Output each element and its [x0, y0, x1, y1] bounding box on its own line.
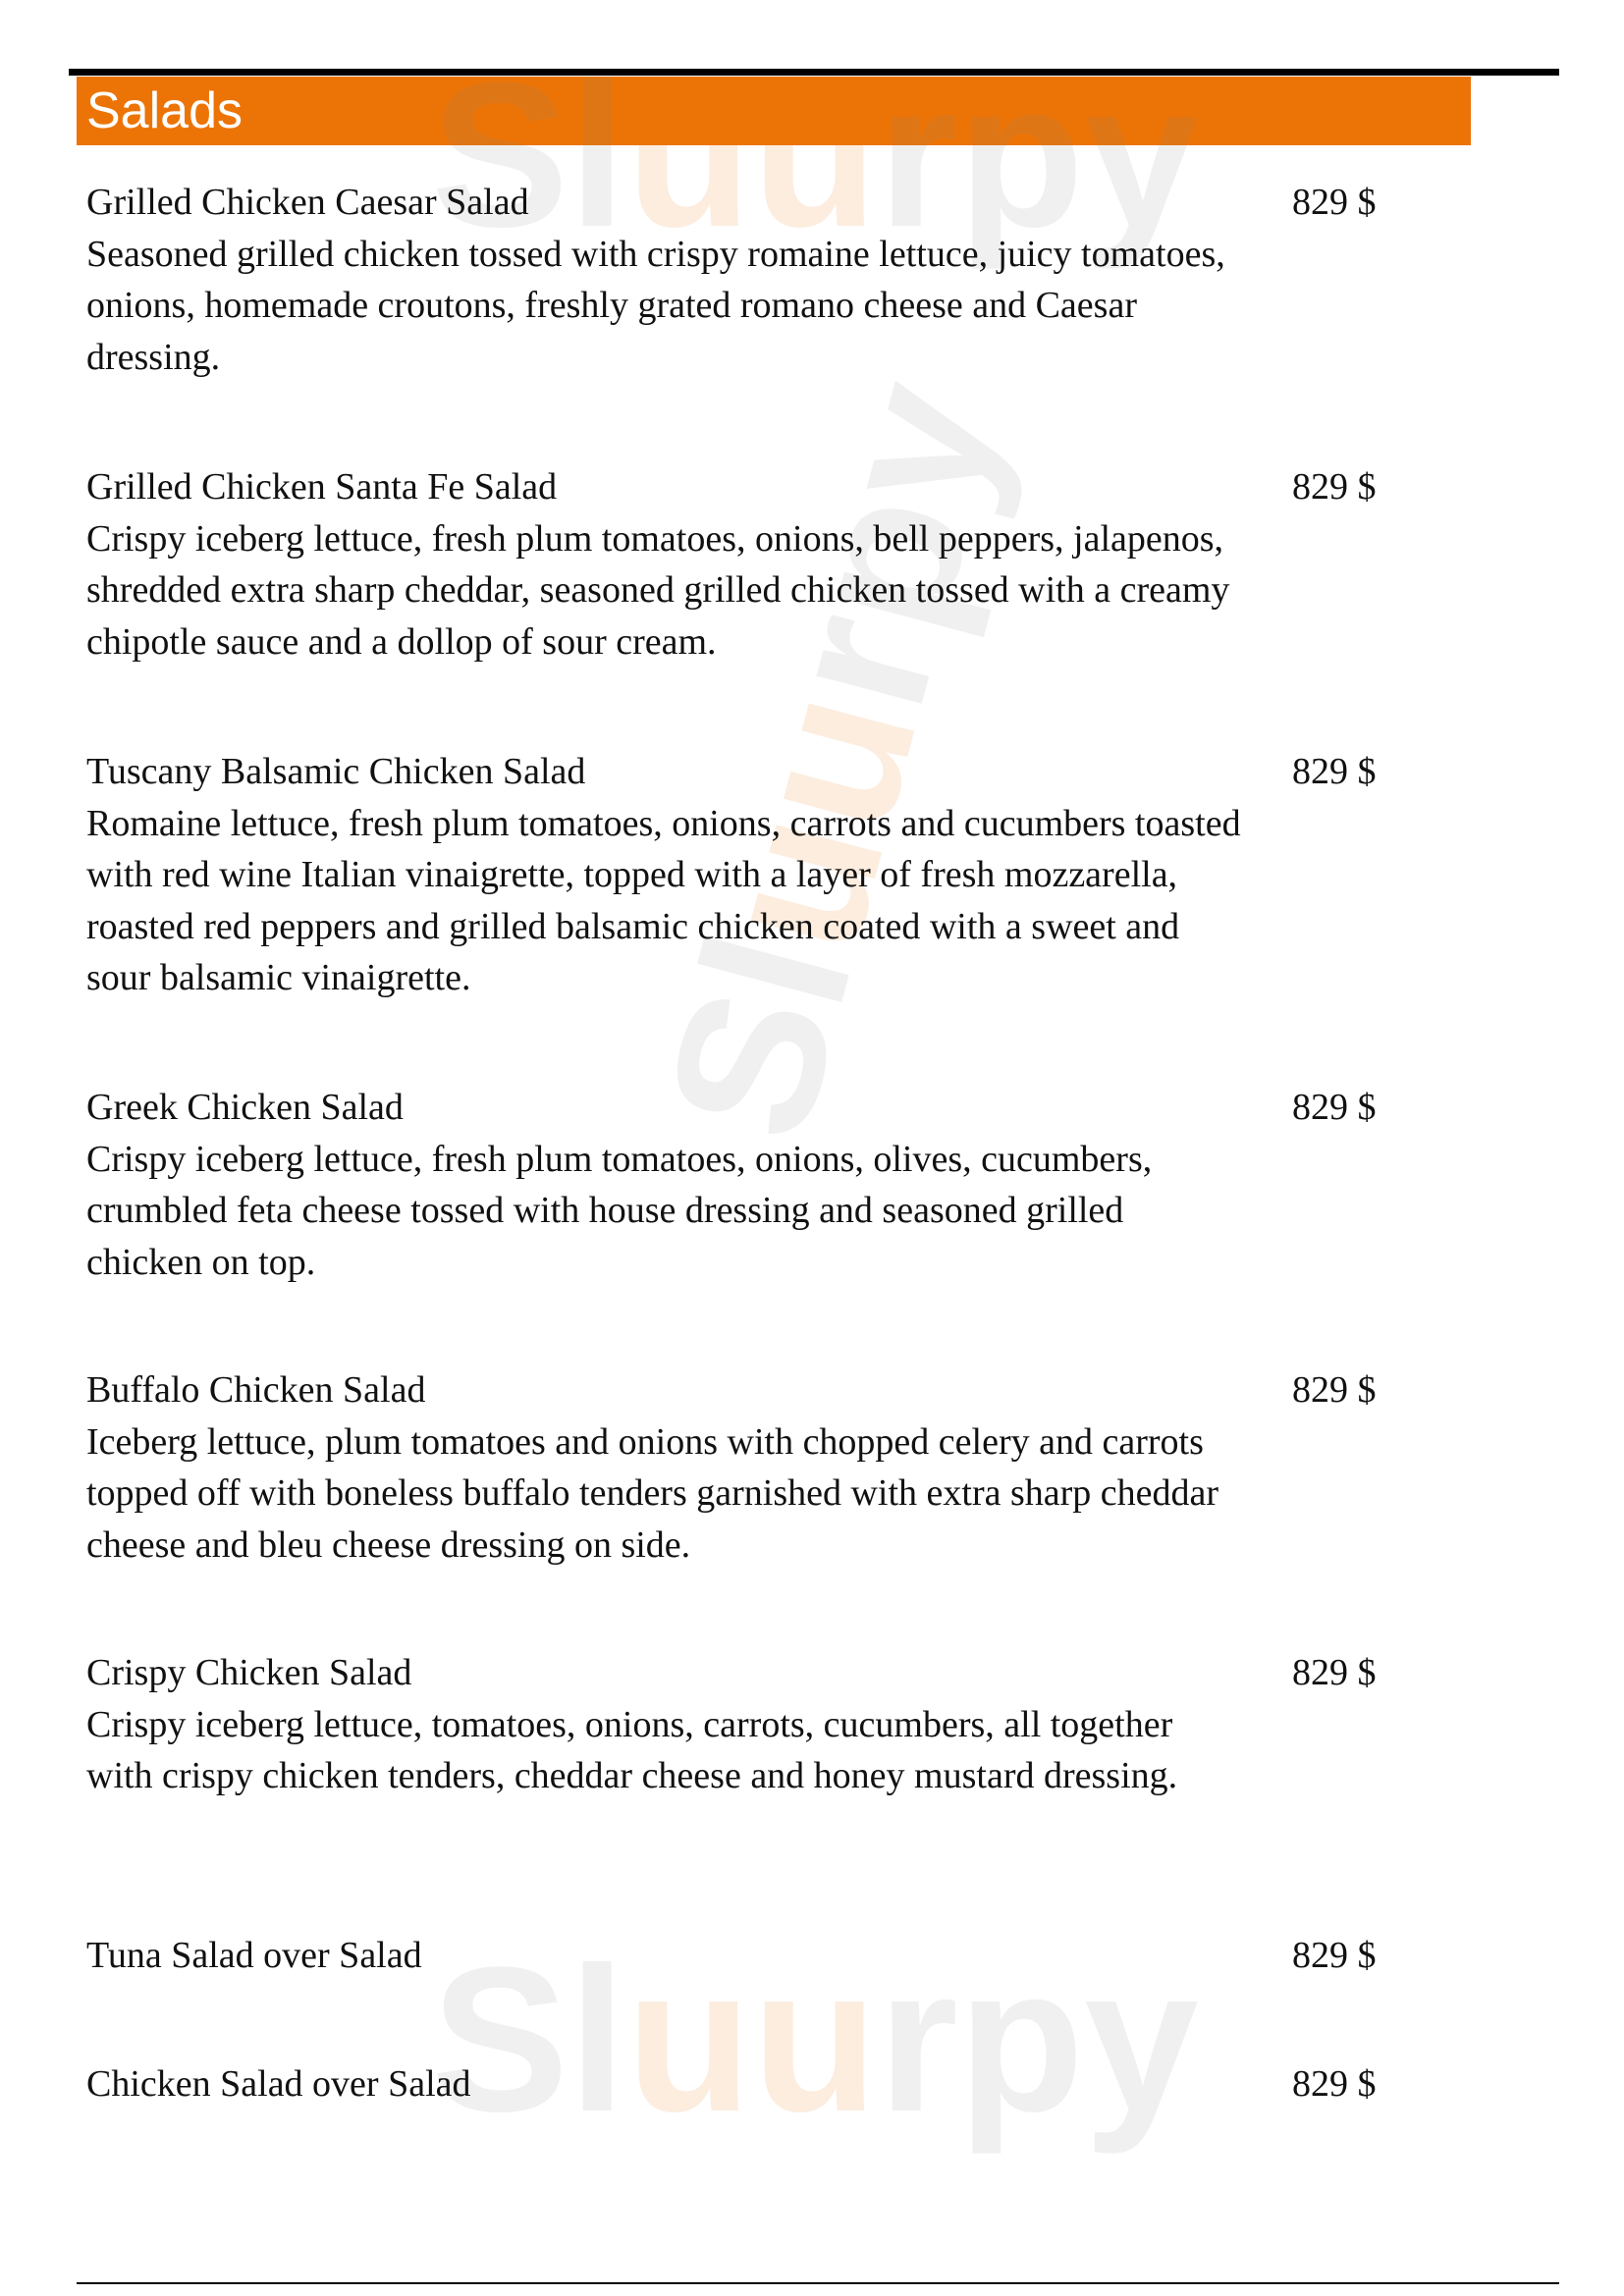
svg-text:Sluurpy: Sluurpy: [431, 1924, 1199, 2155]
section-title: Salads: [86, 82, 243, 139]
svg-text:Sluurpy: Sluurpy: [622, 359, 1044, 1161]
item-price: 829 $: [1292, 2063, 1377, 2105]
item-description: Crispy iceberg lettuce, fresh plum tomatoes, onions, olives, cucumbers, crumbled feta cheese tossed with house dressing and seasoned grilled chicken on top.: [86, 1138, 1153, 1283]
menu-item: [86, 1082, 1402, 1364]
bottom-rule: [77, 2282, 1559, 2284]
item-name: Grilled Chicken Santa Fe Salad: [86, 466, 558, 507]
menu-item: [86, 461, 1402, 746]
menu-item: [86, 2058, 1402, 2137]
menu-item: [86, 1364, 1402, 1647]
item-name: Tuna Salad over Salad: [86, 1935, 422, 1976]
menu-item: [86, 177, 1402, 461]
item-name: Crispy Chicken Salad: [86, 1652, 412, 1693]
menu-item: [86, 1930, 1402, 2058]
menu-list: [86, 177, 1402, 2137]
item-price: 829 $: [1292, 1652, 1377, 1693]
item-description: Iceberg lettuce, plum tomatoes and onions with chopped celery and carrots topped off with boneless buffalo tenders garnished with extra sharp cheddar cheese and bleu cheese dressing on side.: [86, 1420, 1219, 1566]
item-description: Crispy iceberg lettuce, tomatoes, onions, carrots, cucumbers, all together with crispy chicken tenders, cheddar cheese and honey mustard dressing.: [86, 1703, 1178, 1796]
item-name: Greek Chicken Salad: [86, 1087, 404, 1128]
section-header: [77, 77, 1471, 145]
item-name: Grilled Chicken Caesar Salad: [86, 182, 529, 223]
item-price: 829 $: [1292, 1369, 1377, 1411]
item-name: Chicken Salad over Salad: [86, 2063, 471, 2105]
item-description: Seasoned grilled chicken tossed with crispy romaine lettuce, juicy tomatoes, onions, homemade croutons, freshly grated romano cheese and Caesar dressing.: [86, 233, 1225, 378]
item-price: 829 $: [1292, 182, 1377, 223]
menu-item: [86, 746, 1402, 1082]
item-name: Tuscany Balsamic Chicken Salad: [86, 751, 586, 792]
item-price: 829 $: [1292, 1935, 1377, 1976]
item-price: 829 $: [1292, 751, 1377, 792]
item-description: Crispy iceberg lettuce, fresh plum tomatoes, onions, bell peppers, jalapenos, shredded extra sharp cheddar, seasoned grilled chicken tossed with a creamy chipotle sauce and a dollop of sour cream.: [86, 517, 1230, 663]
top-rule: [69, 69, 1559, 76]
menu-item: [86, 1647, 1402, 1930]
item-price: 829 $: [1292, 1087, 1377, 1128]
item-name: Buffalo Chicken Salad: [86, 1369, 426, 1411]
item-price: 829 $: [1292, 466, 1377, 507]
item-description: Romaine lettuce, fresh plum tomatoes, onions, carrots and cucumbers toasted with red wine Italian vinaigrette, topped with a layer of fresh mozzarella, roasted red peppers and grilled balsamic chicken coated with a sweet and sour balsamic vinaigrette.: [86, 802, 1241, 998]
svg-text:Sluurpy: Sluurpy: [431, 39, 1199, 270]
